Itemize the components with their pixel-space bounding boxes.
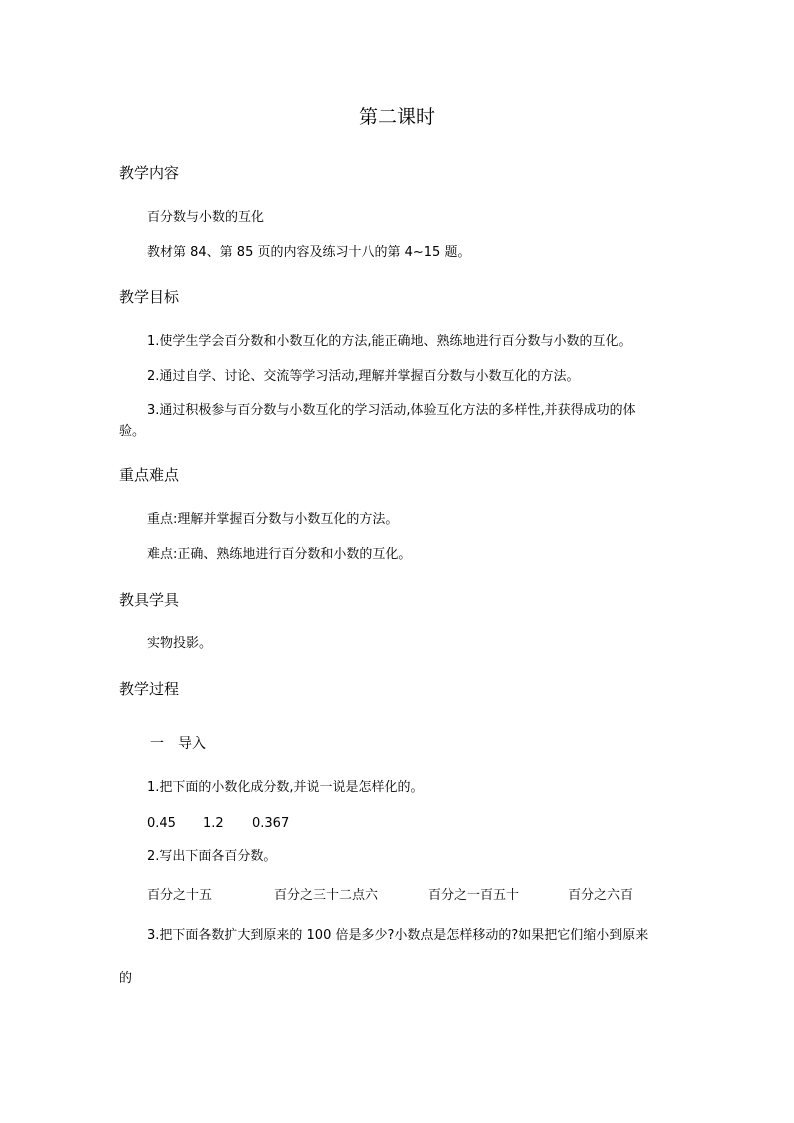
goal-item: 1.使学生学会百分数和小数互化的方法,能正确地、熟练地进行百分数与小数的互化。 xyxy=(147,334,632,349)
keypoint-line: 难点:正确、熟练地进行百分数和小数的互化。 xyxy=(147,547,412,562)
percent-word: 百分之一百五十 xyxy=(428,888,520,903)
percent-word: 百分之三十二点六 xyxy=(274,888,379,903)
process-step-continued: 的 xyxy=(119,971,133,986)
decimal-value: 0.45 xyxy=(147,816,176,831)
goal-item: 3.通过积极参与百分数与小数互化的学习活动,体验互化方法的多样性,并获得成功的体 xyxy=(147,403,636,418)
process-step: 1.把下面的小数化成分数,并说一说是怎样化的。 xyxy=(147,780,424,795)
tools-line: 实物投影。 xyxy=(147,636,213,651)
decimal-value: 1.2 xyxy=(203,816,224,831)
content-line: 百分数与小数的互化 xyxy=(147,210,265,225)
heading-process: 教学过程 xyxy=(119,680,180,698)
heading-keypoints: 重点难点 xyxy=(119,466,180,484)
process-step: 2.写出下面各百分数。 xyxy=(147,849,277,864)
keypoint-line: 重点:理解并掌握百分数与小数互化的方法。 xyxy=(147,512,399,527)
decimals-row xyxy=(0,816,794,832)
percent-word: 百分之十五 xyxy=(147,888,213,903)
percents-row xyxy=(0,884,794,903)
goal-item: 2.通过自学、讨论、交流等学习活动,理解并掌握百分数与小数互化的方法。 xyxy=(147,369,580,384)
heading-tools: 教具学具 xyxy=(119,591,180,609)
percent-word: 百分之六百 xyxy=(568,888,634,903)
heading-goals: 教学目标 xyxy=(119,288,180,306)
process-step: 3.把下面各数扩大到原来的 100 倍是多少?小数点是怎样移动的?如果把它们缩小到原来 xyxy=(147,928,649,943)
goal-item-continued: 验。 xyxy=(119,424,146,439)
content-line: 教材第 84、第 85 页的内容及练习十八的第 4~15 题。 xyxy=(147,245,471,260)
decimal-value: 0.367 xyxy=(252,816,290,831)
process-subheading: 一 导入 xyxy=(150,736,206,752)
heading-content: 教学内容 xyxy=(119,164,180,182)
page-title: 第二课时 xyxy=(358,106,435,128)
